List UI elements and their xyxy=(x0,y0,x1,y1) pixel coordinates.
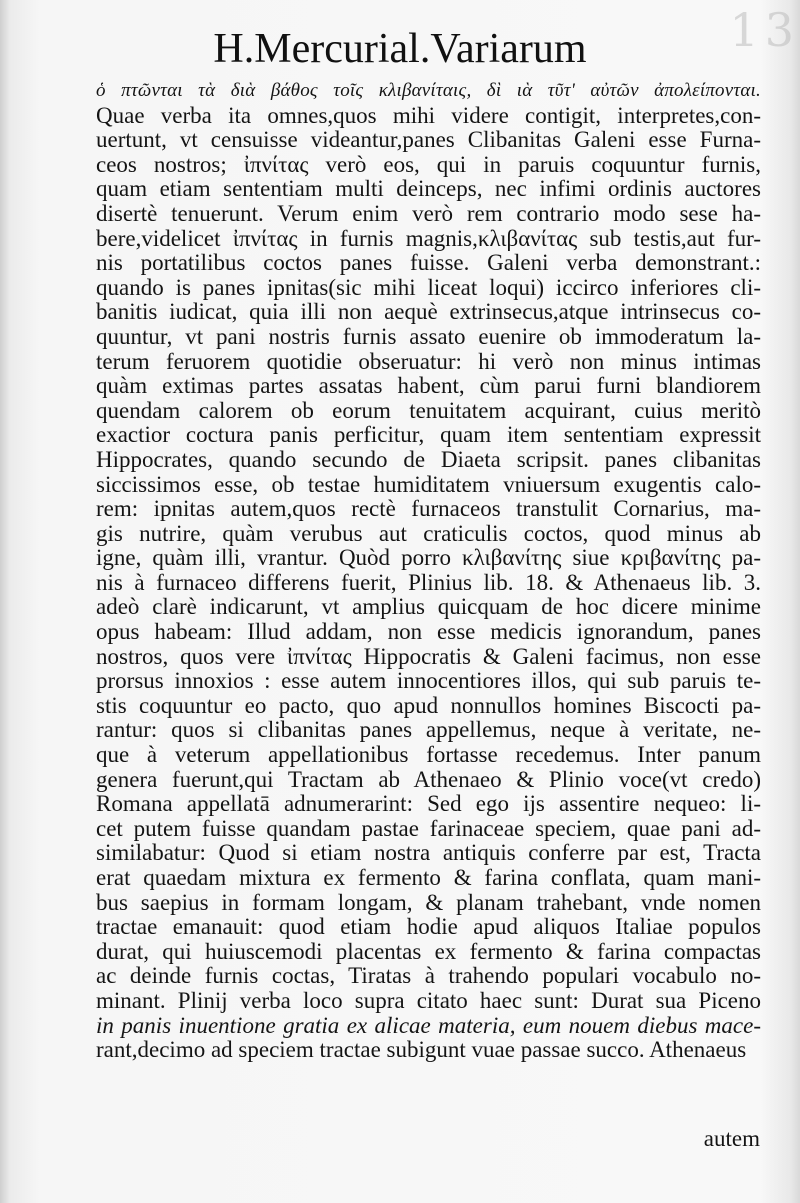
text-line: nis portatilibus coctos panes fuisse. Galeni verba demonstrant.: xyxy=(96,251,761,276)
running-head: H.Mercurial.Variarum xyxy=(213,26,587,72)
text-line: Quae verba ita omnes,quos mihi videre contigit, interpretes,con- xyxy=(96,103,761,128)
text-line: rant,decimo ad speciem tractae subigunt vuae passae succo. Athenaeus xyxy=(96,1038,747,1063)
text-line: prorsus innoxios : esse autem innocentiores illos, qui sub paruis te- xyxy=(96,669,761,694)
text-line: rantur: quos si clibanitas panes appellemus, neque à veritate, ne- xyxy=(96,718,761,743)
text-line: Romana appellatā adnumerarint: Sed ego ijs assentire nequeo: li- xyxy=(96,792,761,817)
text-line: quendam calorem ob eorum tenuitatem acquirant, cuius meritò xyxy=(96,398,761,423)
text-line: banitis iudicat, quia illi non aequè extrinsecus,atque intrinsecus co- xyxy=(96,300,761,325)
text-line: Hippocrates, quando secundo de Diaeta scripsit. panes clibanitas xyxy=(96,447,761,472)
text-line: genera fuerunt,qui Tractam ab Athenaeo & Plinio voce(vt credo) xyxy=(96,767,761,792)
text-line: igne, quàm illi, vrantur. Quòd porro κλιβανίτης siue κριβανίτης pa- xyxy=(96,546,761,571)
text-line: disertè tenuerunt. Verum enim verò rem contrario modo sese ha- xyxy=(96,201,761,226)
text-line: minant. Plinij verba loco supra citato haec sunt: Durat sua Piceno xyxy=(96,988,761,1013)
text-line: gis nutrire, quàm verubus aut craticulis coctos, quod minus ab xyxy=(96,521,761,546)
text-line: cet putem fuisse quandam pastae farinaceae speciem, quae pani ad- xyxy=(96,816,761,841)
text-line: quàm extimas partes assatas habent, cùm parui furni blandiorem xyxy=(96,374,761,399)
text-line: opus habeam: Illud addam, non esse medicis ignorandum, panes xyxy=(96,620,761,645)
text-line: ac deinde furnis coctas, Tiratas à trahendo populari vocabulo no- xyxy=(96,964,761,989)
text-line: stis coquuntur eo pacto, quo apud nonnullos homines Biscocti pa- xyxy=(96,693,761,718)
text-line: terum feruorem quotidie obseruatur: hi verò non minus intimas xyxy=(96,349,761,374)
text-line: bus saepius in formam longam, & planam trahebant, vnde nomen xyxy=(96,890,761,915)
text-line: adeò clarè indicarunt, vt amplius quicquam de hoc dicere minime xyxy=(96,595,761,620)
text-line: bere,videlicet ἰπνίτας in furnis magnis,κλιβανίτας sub testis,aut fur- xyxy=(96,226,761,251)
text-line: nostros, quos vere ἰπνίτας Hippocratis & Galeni facimus, non esse xyxy=(96,644,761,669)
text-line: durat, qui huiuscemodi placentas ex fermento & farina compactas xyxy=(96,939,761,964)
text-line: exactior coctura panis perficitur, quam item sententiam expressit xyxy=(96,423,761,448)
text-line: siccissimos esse, ob testae humiditatem vniuersum exugentis calo- xyxy=(96,472,761,497)
text-line: quam etiam sententiam multi deinceps, nec infimi ordinis auctores xyxy=(96,177,761,202)
text-line: ὁ πτῶνται τὰ διὰ βάθος τοῖς κλιβανίταις, δὶ ιὰ τῦτ' αὐτῶν ἀπολείπονται. xyxy=(96,80,761,101)
text-line: que à veterum appellationibus fortasse recedemus. Inter panum xyxy=(96,743,761,768)
text-line: similabatur: Quod si etiam nostra antiquis conferre par est, Tracta xyxy=(96,841,761,866)
text-line: nis à furnaceo differens fuerit, Plinius lib. 18. & Athenaeus lib. 3. xyxy=(96,570,761,595)
bleed-through-text: 13 xyxy=(729,3,800,57)
text-line: ceos nostros; ἰπνίτας verò eos, qui in paruis coquuntur furnis, xyxy=(96,152,761,177)
catchword: autem xyxy=(703,1126,760,1151)
text-line: uertunt, vt censuisse videantur,panes Clibanitas Galeni esse Furna- xyxy=(96,128,761,153)
text-line: rem: ipnitas autem,quos rectè furnaceos transtulit Cornarius, ma- xyxy=(96,497,761,522)
text-line: erat quaedam mixtura ex fermento & farina conflata, quam mani- xyxy=(96,866,761,890)
text-line: tractae emanauit: quod etiam hodie apud aliquos Italiae populos xyxy=(96,915,761,940)
text-line: quuntur, vt pani nostris furnis assato euenire ob immoderatum la- xyxy=(96,324,761,349)
text-line: quando is panes ipnitas(sic mihi liceat loqui) iccirco inferiores cli- xyxy=(96,275,761,300)
text-line: in panis inuentione gratia ex alicae materia, eum nouem diebus mace- xyxy=(96,1013,761,1038)
body-text xyxy=(96,79,761,1063)
